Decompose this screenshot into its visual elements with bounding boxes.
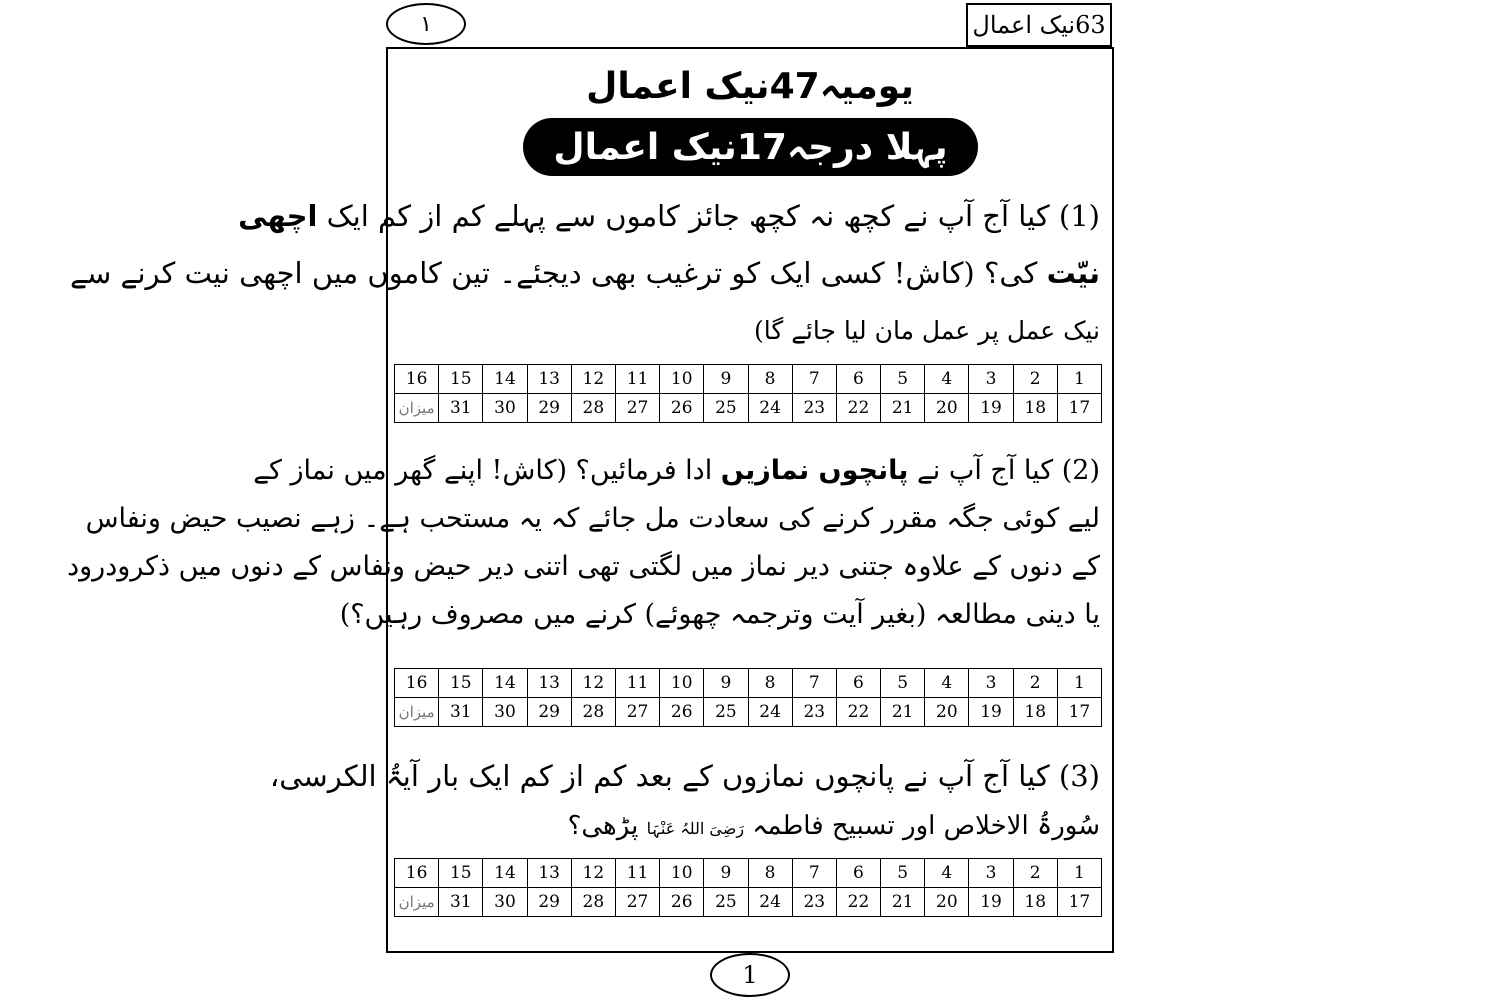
bottom-page-number-text: 1 bbox=[742, 961, 758, 989]
day-cell[interactable]: 18 bbox=[1013, 698, 1057, 727]
day-cell[interactable]: 12 bbox=[571, 859, 615, 888]
question-1-line: نیّت کی؟ (کاش! کسی ایک کو ترغیب بھی دیجئے۔ تین کاموں میں اچھی نیت کرنے سے bbox=[69, 256, 1100, 290]
subtitle-banner bbox=[523, 118, 978, 176]
day-cell[interactable]: 30 bbox=[483, 394, 527, 423]
day-cell[interactable]: 8 bbox=[748, 365, 792, 394]
day-cell[interactable]: 25 bbox=[704, 698, 748, 727]
day-cell[interactable]: 26 bbox=[660, 698, 704, 727]
day-cell[interactable]: 31 bbox=[439, 698, 483, 727]
top-page-number-text: ١ bbox=[420, 11, 432, 37]
day-cell[interactable]: 16 bbox=[395, 669, 439, 698]
day-cell[interactable]: 26 bbox=[660, 888, 704, 917]
question-2-line: کے دنوں کے علاوہ جتنی دیر نماز میں لگتی تھی اتنی دیر حیض ونفاس کے دنوں میں ذکرودرود bbox=[67, 551, 1100, 582]
day-cell[interactable]: 24 bbox=[748, 698, 792, 727]
book-title: 63نیک اعمال bbox=[972, 11, 1106, 39]
day-cell[interactable]: 29 bbox=[527, 888, 571, 917]
day-cell[interactable]: 23 bbox=[792, 698, 836, 727]
day-cell[interactable]: 20 bbox=[925, 698, 969, 727]
day-cell[interactable]: 15 bbox=[439, 859, 483, 888]
tracker-grid-3 bbox=[394, 858, 1102, 917]
day-cell[interactable]: 4 bbox=[925, 859, 969, 888]
question-2-line: (2) کیا آج آپ نے پانچوں نمازیں ادا فرمائیں؟ (کاش! اپنے گھر میں نماز کے bbox=[253, 455, 1100, 486]
day-cell[interactable]: 12 bbox=[571, 365, 615, 394]
day-cell[interactable]: 9 bbox=[704, 859, 748, 888]
top-page-number bbox=[386, 3, 466, 45]
day-cell[interactable]: 17 bbox=[1057, 394, 1101, 423]
day-cell[interactable]: 19 bbox=[969, 888, 1013, 917]
day-cell[interactable]: 21 bbox=[881, 394, 925, 423]
day-cell[interactable]: 5 bbox=[881, 365, 925, 394]
day-cell[interactable]: 18 bbox=[1013, 888, 1057, 917]
tracker-row bbox=[395, 669, 1102, 698]
day-cell[interactable]: 5 bbox=[881, 669, 925, 698]
question-3 bbox=[269, 751, 1100, 854]
day-cell[interactable]: 4 bbox=[925, 365, 969, 394]
subtitle-text: پہلا درجہ17نیک اعمال bbox=[553, 126, 948, 168]
day-cell[interactable]: 24 bbox=[748, 394, 792, 423]
day-cell[interactable]: 15 bbox=[439, 365, 483, 394]
day-cell[interactable]: 9 bbox=[704, 669, 748, 698]
day-cell[interactable]: 9 bbox=[704, 365, 748, 394]
day-cell[interactable]: 31 bbox=[439, 394, 483, 423]
day-cell[interactable]: 28 bbox=[571, 698, 615, 727]
day-cell[interactable]: 10 bbox=[660, 859, 704, 888]
day-cell[interactable]: 23 bbox=[792, 394, 836, 423]
day-cell[interactable]: 27 bbox=[615, 394, 659, 423]
day-cell[interactable]: 7 bbox=[792, 365, 836, 394]
day-cell[interactable]: 16 bbox=[395, 859, 439, 888]
day-cell[interactable]: 27 bbox=[615, 698, 659, 727]
day-cell[interactable]: 11 bbox=[615, 365, 659, 394]
day-cell[interactable]: 7 bbox=[792, 859, 836, 888]
day-cell[interactable]: 14 bbox=[483, 859, 527, 888]
day-cell[interactable]: 20 bbox=[925, 888, 969, 917]
day-cell[interactable]: 21 bbox=[881, 698, 925, 727]
day-cell[interactable]: 10 bbox=[660, 365, 704, 394]
day-cell[interactable]: 22 bbox=[836, 394, 880, 423]
day-cell[interactable]: 2 bbox=[1013, 859, 1057, 888]
day-cell[interactable]: 1 bbox=[1057, 859, 1101, 888]
day-cell[interactable]: 13 bbox=[527, 859, 571, 888]
day-cell[interactable]: 21 bbox=[881, 888, 925, 917]
bottom-page-number bbox=[710, 953, 790, 997]
day-cell[interactable]: 6 bbox=[836, 365, 880, 394]
day-cell[interactable]: 27 bbox=[615, 888, 659, 917]
day-cell[interactable]: 31 bbox=[439, 888, 483, 917]
day-cell[interactable]: 2 bbox=[1013, 365, 1057, 394]
day-cell[interactable]: 14 bbox=[483, 669, 527, 698]
day-cell[interactable]: 17 bbox=[1057, 698, 1101, 727]
day-cell[interactable]: 17 bbox=[1057, 888, 1101, 917]
day-cell[interactable]: 23 bbox=[792, 888, 836, 917]
day-cell[interactable]: 5 bbox=[881, 859, 925, 888]
question-2 bbox=[67, 447, 1100, 639]
main-title: یومیہ47نیک اعمال bbox=[586, 66, 914, 107]
tracker-row bbox=[395, 888, 1102, 917]
day-cell[interactable]: 7 bbox=[792, 669, 836, 698]
question-3-line: (3) کیا آج آپ نے پانچوں نمازوں کے بعد کم از کم ایک بار آیۃُ الکرسی، bbox=[269, 759, 1100, 793]
day-cell[interactable]: 19 bbox=[969, 698, 1013, 727]
question-1-line: نیک عمل پر عمل مان لیا جائے گا) bbox=[754, 316, 1100, 345]
day-cell[interactable]: 28 bbox=[571, 888, 615, 917]
day-cell[interactable]: 16 bbox=[395, 365, 439, 394]
day-cell[interactable]: 20 bbox=[925, 394, 969, 423]
day-cell[interactable]: 2 bbox=[1013, 669, 1057, 698]
tracker-row bbox=[395, 365, 1102, 394]
day-cell[interactable]: 29 bbox=[527, 394, 571, 423]
day-cell[interactable]: 22 bbox=[836, 698, 880, 727]
day-cell[interactable]: 11 bbox=[615, 859, 659, 888]
day-cell[interactable]: 22 bbox=[836, 888, 880, 917]
total-cell[interactable]: میزان bbox=[395, 394, 439, 423]
day-cell[interactable]: 13 bbox=[527, 669, 571, 698]
day-cell[interactable]: 11 bbox=[615, 669, 659, 698]
day-cell[interactable]: 19 bbox=[969, 394, 1013, 423]
day-cell[interactable]: 14 bbox=[483, 365, 527, 394]
tracker-row bbox=[395, 698, 1102, 727]
day-cell[interactable]: 6 bbox=[836, 669, 880, 698]
day-cell[interactable]: 12 bbox=[571, 669, 615, 698]
day-cell[interactable]: 6 bbox=[836, 859, 880, 888]
day-cell[interactable]: 1 bbox=[1057, 669, 1101, 698]
tracker-row bbox=[395, 859, 1102, 888]
question-1 bbox=[69, 188, 1100, 359]
day-cell[interactable]: 15 bbox=[439, 669, 483, 698]
day-cell[interactable]: 4 bbox=[925, 669, 969, 698]
day-cell[interactable]: 26 bbox=[660, 394, 704, 423]
book-title-box bbox=[966, 3, 1112, 47]
day-cell[interactable]: 25 bbox=[704, 888, 748, 917]
day-cell[interactable]: 3 bbox=[969, 365, 1013, 394]
question-1-line: (1) کیا آج آپ نے کچھ نہ کچھ جائز کاموں سے پہلے کم از کم ایک اچھی bbox=[238, 199, 1100, 233]
tracker-row bbox=[395, 394, 1102, 423]
day-cell[interactable]: 10 bbox=[660, 669, 704, 698]
question-3-line: سُورۃُ الاخلاص اور تسبیح فاطمہ رَضِیَ اللہُ عَنْہَا پڑھی؟ bbox=[567, 811, 1100, 841]
day-cell[interactable]: 24 bbox=[748, 888, 792, 917]
day-cell[interactable]: 8 bbox=[748, 859, 792, 888]
day-cell[interactable]: 28 bbox=[571, 394, 615, 423]
total-cell[interactable]: میزان bbox=[395, 888, 439, 917]
day-cell[interactable]: 25 bbox=[704, 394, 748, 423]
question-2-line: یا دینی مطالعہ (بغیر آیت وترجمہ چھوئے) کرنے میں مصروف رہیں؟) bbox=[339, 599, 1100, 630]
day-cell[interactable]: 3 bbox=[969, 669, 1013, 698]
day-cell[interactable]: 3 bbox=[969, 859, 1013, 888]
question-2-line: لیے کوئی جگہ مقرر کرنے کی سعادت مل جائے کہ یہ مستحب ہے۔ زہے نصیب حیض ونفاس bbox=[85, 503, 1100, 534]
day-cell[interactable]: 1 bbox=[1057, 365, 1101, 394]
day-cell[interactable]: 30 bbox=[483, 698, 527, 727]
total-cell[interactable]: میزان bbox=[395, 698, 439, 727]
tracker-grid-2 bbox=[394, 668, 1102, 727]
day-cell[interactable]: 18 bbox=[1013, 394, 1057, 423]
tracker-grid-1 bbox=[394, 364, 1102, 423]
day-cell[interactable]: 29 bbox=[527, 698, 571, 727]
day-cell[interactable]: 13 bbox=[527, 365, 571, 394]
day-cell[interactable]: 8 bbox=[748, 669, 792, 698]
day-cell[interactable]: 30 bbox=[483, 888, 527, 917]
